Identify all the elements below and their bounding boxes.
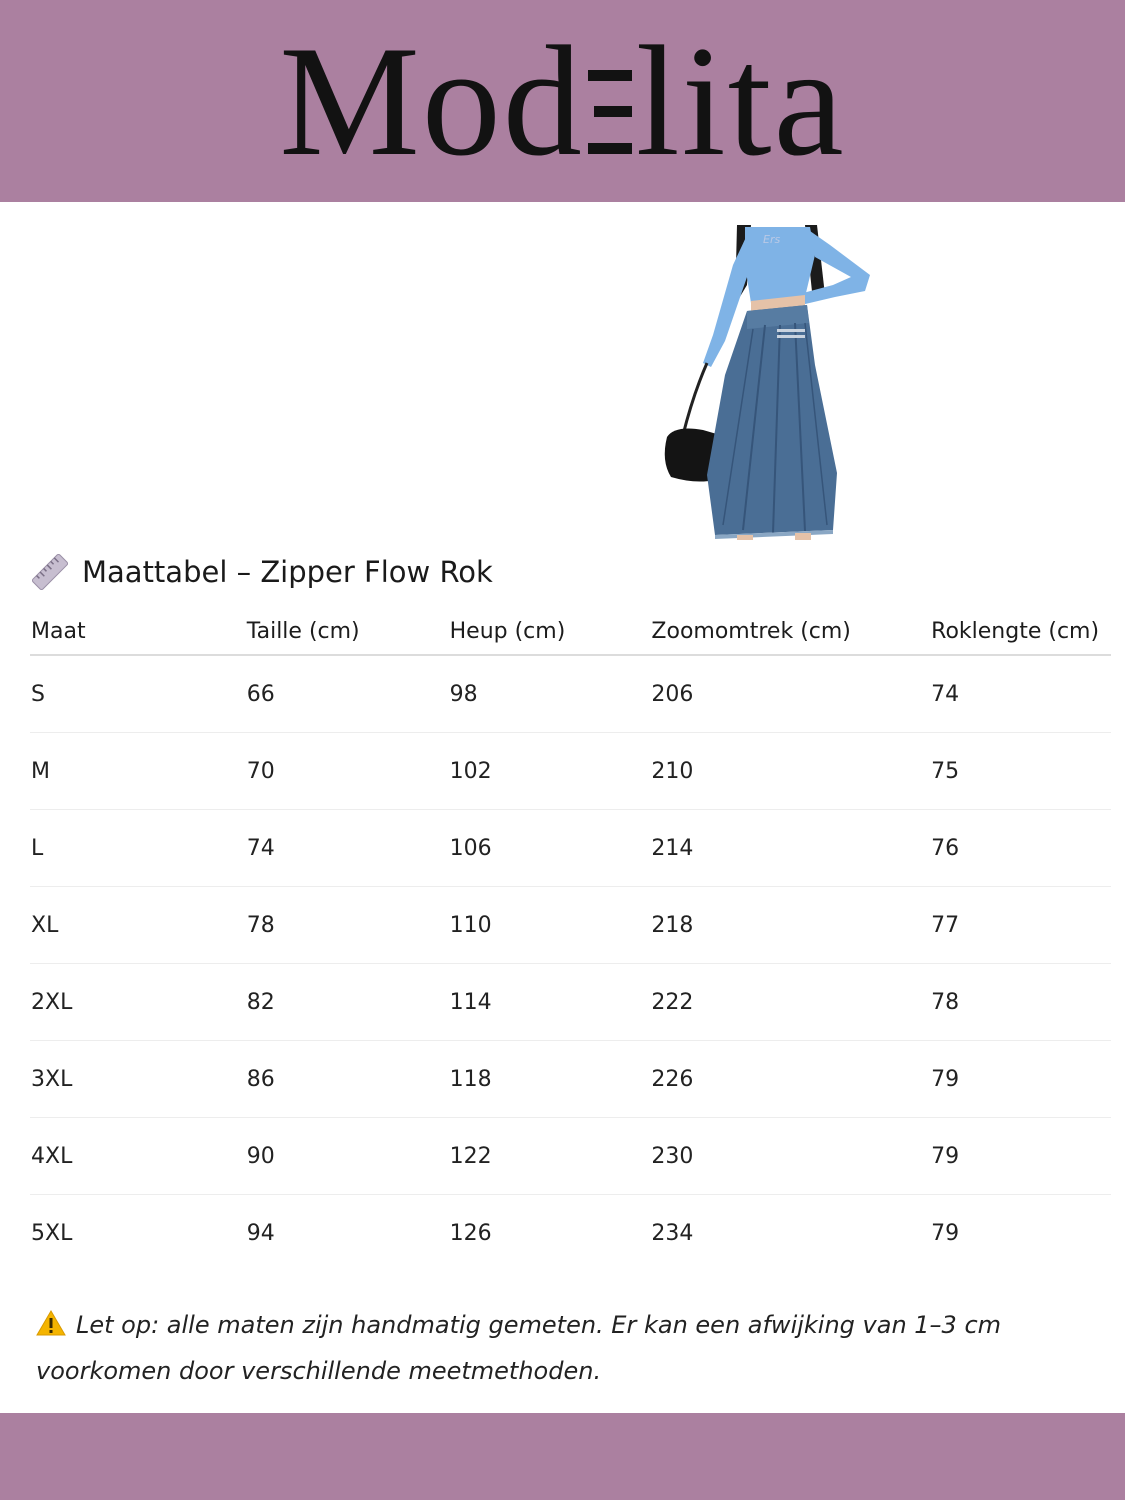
brand-logo (0, 14, 1125, 189)
length-cell: 75 (931, 758, 960, 784)
hem-cell: 234 (651, 1220, 694, 1246)
size-table (30, 608, 1111, 1271)
hem-cell: 222 (651, 989, 694, 1015)
size-cell: L (31, 835, 44, 861)
product-photo (655, 225, 875, 540)
waist-cell: 82 (246, 989, 275, 1015)
size-cell: XL (31, 912, 59, 938)
header-cell: Roklengte (cm) (931, 618, 1100, 644)
size-cell: 2XL (31, 989, 73, 1015)
length-cell: 79 (931, 1143, 960, 1169)
waist-cell: 90 (246, 1143, 275, 1169)
table-row (30, 887, 1111, 964)
waist-cell: 66 (246, 681, 275, 707)
size-cell: M (31, 758, 50, 784)
hem-cell: 210 (651, 758, 694, 784)
header-cell: Maat (31, 618, 86, 644)
logo-mark-icon (588, 70, 632, 154)
hem-cell: 218 (651, 912, 694, 938)
length-cell: 79 (931, 1066, 960, 1092)
header-cell: Heup (cm) (449, 618, 566, 644)
hem-cell: 206 (651, 681, 694, 707)
svg-text:Ers: Ers (763, 233, 781, 246)
table-row (30, 810, 1111, 887)
note-text: Let op: alle maten zijn handmatig gemeten. Er kan een afwijking van 1–3 cm voorkomen door verschillende meetmethoden. (36, 1311, 1002, 1385)
hip-cell: 118 (449, 1066, 492, 1092)
size-cell: 3XL (31, 1066, 73, 1092)
hip-cell: 114 (449, 989, 492, 1015)
table-row (30, 733, 1111, 810)
hip-cell: 98 (449, 681, 478, 707)
header-band (0, 0, 1125, 202)
table-title-row (32, 550, 493, 594)
waist-cell: 70 (246, 758, 275, 784)
hip-cell: 126 (449, 1220, 492, 1246)
length-cell: 78 (931, 989, 960, 1015)
waist-cell: 86 (246, 1066, 275, 1092)
length-cell: 74 (931, 681, 960, 707)
table-row (30, 1195, 1111, 1271)
waist-cell: 74 (246, 835, 275, 861)
waist-cell: 94 (246, 1220, 275, 1246)
ruler-icon (32, 554, 68, 590)
hem-cell: 230 (651, 1143, 694, 1169)
brand-logo-part2: lita (635, 14, 846, 189)
hip-cell: 122 (449, 1143, 492, 1169)
warning-icon (36, 1310, 66, 1336)
size-cell: 4XL (31, 1143, 73, 1169)
hem-cell: 226 (651, 1066, 694, 1092)
table-row (30, 964, 1111, 1041)
brand-logo-part1: Mod (279, 14, 584, 189)
table-title: Maattabel – Zipper Flow Rok (82, 555, 493, 589)
table-row (30, 656, 1111, 733)
footer-band (0, 1413, 1125, 1500)
hip-cell: 110 (449, 912, 492, 938)
waist-cell: 78 (246, 912, 275, 938)
size-cell: 5XL (31, 1220, 73, 1246)
table-row (30, 1118, 1111, 1195)
hip-cell: 106 (449, 835, 492, 861)
length-cell: 79 (931, 1220, 960, 1246)
table-header-row (30, 608, 1111, 656)
length-cell: 76 (931, 835, 960, 861)
measurement-note (36, 1302, 1111, 1394)
header-cell: Taille (cm) (246, 618, 360, 644)
length-cell: 77 (931, 912, 960, 938)
hem-cell: 214 (651, 835, 694, 861)
table-row (30, 1041, 1111, 1118)
hip-cell: 102 (449, 758, 492, 784)
size-cell: S (31, 681, 45, 707)
header-cell: Zoomomtrek (cm) (651, 618, 851, 644)
